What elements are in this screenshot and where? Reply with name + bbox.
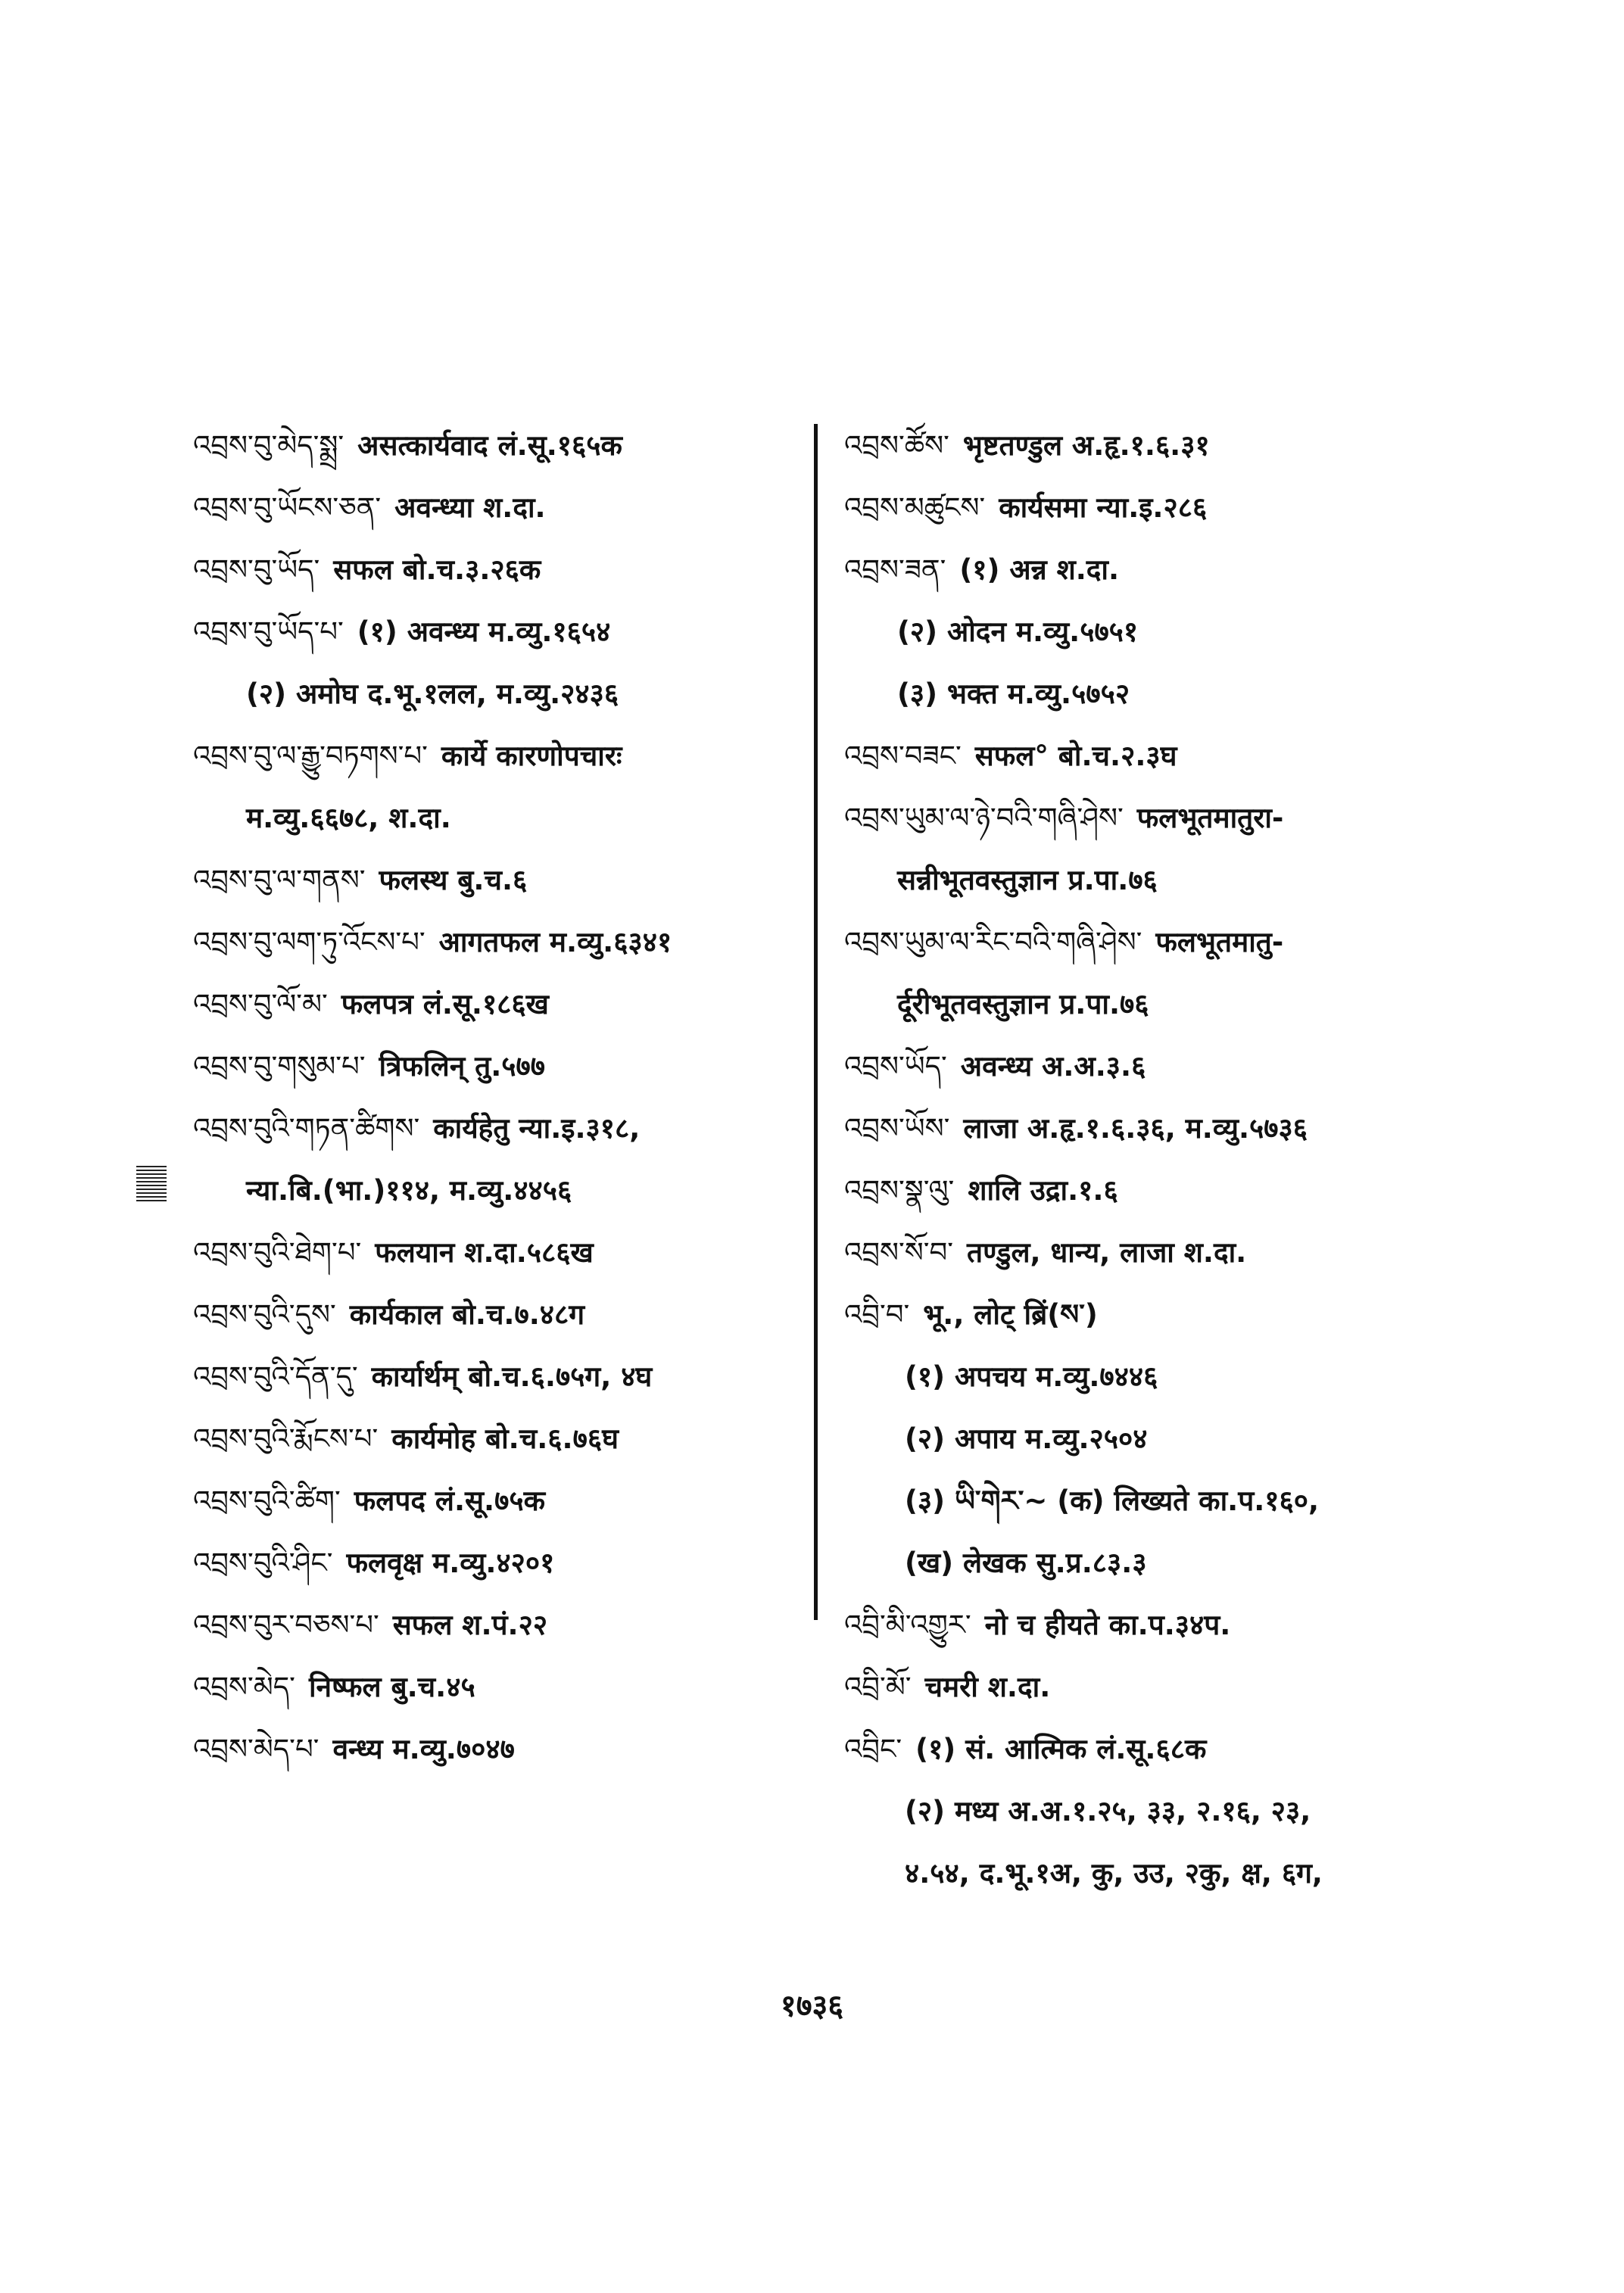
headword: འབྲས་བུའི་རྨོངས་པ་ — [193, 1422, 379, 1455]
headword: འབྲས་བཟང་ — [844, 740, 962, 772]
gloss: (३) भक्त म.व्यु.५७५२ — [897, 678, 1130, 710]
entry — [193, 849, 799, 911]
entry-continuation — [844, 663, 1480, 725]
gloss: भृष्टतण्डुल अ.हृ.१.६.३१ — [962, 429, 1210, 462]
headword: འབྲས་བུའི་ཐེག་པ་ — [193, 1236, 362, 1269]
entry — [844, 539, 1480, 601]
entry — [193, 1284, 799, 1346]
gloss: तण्डुल, धान्य, लाजा श.दा. — [967, 1236, 1247, 1269]
headword: འབྲས་བུ་ལོ་མ་ — [193, 988, 328, 1020]
entry — [193, 1346, 799, 1408]
entry — [193, 477, 799, 539]
gloss: नो च हीयते का.प.३४प. — [984, 1609, 1231, 1641]
gloss: कार्यकाल बो.च.७.४८ग — [349, 1298, 585, 1331]
entry-continuation — [844, 1781, 1480, 1843]
headword: འབྲས་བུ་ལ་རྒྱུ་བཏགས་པ་ — [193, 740, 428, 772]
headword: འབྲས་བུའི་ཚིག་ — [193, 1485, 341, 1517]
gloss: फलपत्र लं.सू.१८६ख — [341, 988, 549, 1020]
gloss: (२) मध्य अ.अ.१.२५, ३३, २.१६, २३, — [905, 1795, 1311, 1827]
page-number: १७३६ — [780, 1989, 844, 2024]
gloss: सफल श.पं.२२ — [392, 1609, 548, 1641]
gloss: आगतफल म.व्यु.६३४१ — [438, 926, 672, 958]
gloss: (१) अवन्ध्य म.व्यु.१६५४ — [357, 615, 611, 648]
headword: འབྲས་བུ་མེད་སྨྲ་ — [193, 429, 344, 462]
entry — [193, 725, 799, 787]
headword: འབྲས་ཡུམ་ལ་ཉེ་བའི་གཞི་ཤེས་ — [844, 802, 1124, 834]
entry — [844, 477, 1480, 539]
entry — [844, 1718, 1480, 1781]
entry-continuation — [844, 1470, 1480, 1532]
gloss: (२) अपाय म.व्यु.२५०४ — [905, 1422, 1148, 1455]
left-column — [193, 415, 799, 1781]
entry — [844, 1098, 1480, 1160]
headword: འབྲས་ཚོས་ — [844, 429, 949, 462]
entry — [193, 1098, 799, 1160]
headword: འབྲི་མོ་ — [844, 1671, 912, 1703]
gloss: फलस्थ बु.च.६ — [379, 864, 528, 896]
headword: འབྲས་ཡུམ་ལ་རིང་བའི་གཞི་ཤེས་ — [844, 926, 1142, 958]
gloss: फलयान श.दा.५८६ख — [375, 1236, 594, 1269]
headword: འབྲས་སོ་བ་ — [844, 1236, 954, 1269]
entry — [844, 1160, 1480, 1222]
gloss: (ख) लेखक सु.प्र.८३.३ — [905, 1547, 1147, 1579]
gloss: सफल बो.च.३.२६क — [333, 553, 541, 586]
gloss: सफल° बो.च.२.३घ — [974, 740, 1177, 772]
column-divider — [814, 424, 818, 1620]
headword: འབྲས་མེད་ — [193, 1671, 295, 1703]
entry — [193, 1222, 799, 1284]
headword: འབྲས་མེད་པ་ — [193, 1733, 320, 1765]
headword: འབྲས་བུ་གསུམ་པ་ — [193, 1050, 366, 1083]
gloss: वन्ध्य म.व्यु.७०४७ — [332, 1733, 515, 1765]
headword: འབྲི་བ་ — [844, 1298, 910, 1331]
headword: འབྲི་མི་འགྱུར་ — [844, 1609, 971, 1641]
gloss: त्रिफलिन् तु.५७७ — [379, 1050, 546, 1083]
gloss: अवन्ध्य अ.अ.३.६ — [960, 1050, 1146, 1083]
right-column — [844, 415, 1480, 1905]
headword: འབྲས་བུའི་གཏན་ཚིགས་ — [193, 1112, 420, 1145]
entry — [193, 1532, 799, 1594]
headword: འབྲས་བུར་བཅས་པ་ — [193, 1609, 379, 1641]
entry-continuation — [193, 663, 799, 725]
gloss: अवन्ध्या श.दा. — [394, 491, 546, 524]
gloss: कार्यमोह बो.च.६.७६घ — [391, 1422, 619, 1455]
entry — [193, 974, 799, 1036]
entry-continuation — [844, 974, 1480, 1036]
gloss: (१) अपचय म.व्यु.७४४६ — [905, 1360, 1158, 1393]
entry — [193, 415, 799, 477]
gloss: फलभूतमातु- — [1155, 926, 1284, 958]
entry-continuation — [844, 849, 1480, 911]
entry — [844, 415, 1480, 477]
margin-scan-mark — [136, 1166, 167, 1204]
gloss: र्दूरीभूतवस्तुज्ञान प्र.पा.७६ — [897, 988, 1149, 1020]
gloss: (१) अन्न श.दा. — [959, 553, 1120, 586]
gloss: (२) अमोघ द.भू.१लल, म.व्यु.२४३६ — [246, 678, 619, 710]
entry-continuation — [193, 787, 799, 849]
entry-continuation — [844, 1532, 1480, 1594]
gloss: कार्यसमा न्या.इ.२८६ — [999, 491, 1208, 524]
entry — [193, 601, 799, 663]
gloss: सन्नीभूतवस्तुज्ञान प्र.पा.७६ — [897, 864, 1158, 896]
gloss: ४.५४, द.भू.१अ, कु, उउ, २कु, क्ष, ६ग, — [905, 1857, 1323, 1890]
headword: འབྲས་བུ་ཡོད་ — [193, 553, 320, 586]
entry — [193, 1408, 799, 1470]
entry — [193, 1470, 799, 1532]
entry — [844, 725, 1480, 787]
entry — [844, 1284, 1480, 1346]
entry — [844, 1036, 1480, 1098]
entry — [844, 1222, 1480, 1284]
gloss: न्या.बि.(भा.)११४, म.व्यु.४४५६ — [246, 1174, 572, 1207]
gloss: कार्यहेतु न्या.इ.३१८, — [433, 1112, 641, 1145]
gloss: (१) सं. आत्मिक लं.सू.६८क — [915, 1733, 1207, 1765]
gloss: (२) ओदन म.व्यु.५७५१ — [897, 615, 1139, 648]
entry — [844, 1594, 1480, 1656]
headword: འབྲས་བུའི་དུས་ — [193, 1298, 336, 1331]
entry-continuation — [844, 1843, 1480, 1905]
gloss: फलवृक्ष म.व्यु.४२०१ — [346, 1547, 555, 1579]
entry — [193, 1656, 799, 1718]
headword: འབྲས་ཟན་ — [844, 553, 946, 586]
entry-continuation — [844, 1346, 1480, 1408]
gloss: कार्ये कारणोपचारः — [441, 740, 622, 772]
entry-continuation — [193, 1160, 799, 1222]
entry — [844, 1656, 1480, 1718]
entry-continuation — [844, 1408, 1480, 1470]
headword: འབྲས་བུ་ཡོད་པ་ — [193, 615, 344, 648]
headword: འབྲས་མཚུངས་ — [844, 491, 986, 524]
headword: འབྲིང་ — [844, 1733, 902, 1765]
gloss: असत्कार्यवाद लं.सू.१६५क — [357, 429, 622, 462]
gloss: भू., लोट् ब्रिं(ས་) — [923, 1298, 1098, 1331]
entry — [193, 1718, 799, 1781]
entry — [193, 911, 799, 974]
gloss: म.व्यु.६६७८, श.दा. — [246, 802, 451, 834]
entry — [844, 911, 1480, 974]
gloss: शालि उद्रा.१.६ — [968, 1174, 1118, 1207]
entry — [193, 1594, 799, 1656]
headword: འབྲས་བུའི་ཤིང་ — [193, 1547, 333, 1579]
headword: འབྲས་བུའི་དོན་དུ་ — [193, 1360, 358, 1393]
headword: འབྲས་ཡོས་ — [844, 1112, 950, 1145]
gloss: फलभूतमातुरा- — [1136, 802, 1284, 834]
headword: འབྲས་བུ་ཡོངས་ཅན་ — [193, 491, 382, 524]
headword: འབྲས་བུ་ལ་གནས་ — [193, 864, 366, 896]
gloss: चमरी श.दा. — [924, 1671, 1051, 1703]
gloss: निष्फल बु.च.४५ — [308, 1671, 475, 1703]
headword: འབྲས་སྣ་ལུ་ — [844, 1174, 955, 1207]
gloss: फलपद लं.सू.७५क — [354, 1485, 545, 1517]
entry — [193, 1036, 799, 1098]
entry — [193, 539, 799, 601]
gloss: (३) ཡི་གེར་~ (क) लिख्यते का.प.१६०, — [905, 1485, 1320, 1517]
gloss: लाजा अ.हृ.१.६.३६, म.व्यु.५७३६ — [963, 1112, 1308, 1145]
headword: འབྲས་བུ་ལག་ཏུ་འོངས་པ་ — [193, 926, 425, 958]
headword: འབྲས་ཡོད་ — [844, 1050, 947, 1083]
gloss: कार्यार्थम् बो.च.६.७५ग, ४घ — [371, 1360, 653, 1393]
entry — [844, 787, 1480, 849]
entry-continuation — [844, 601, 1480, 663]
